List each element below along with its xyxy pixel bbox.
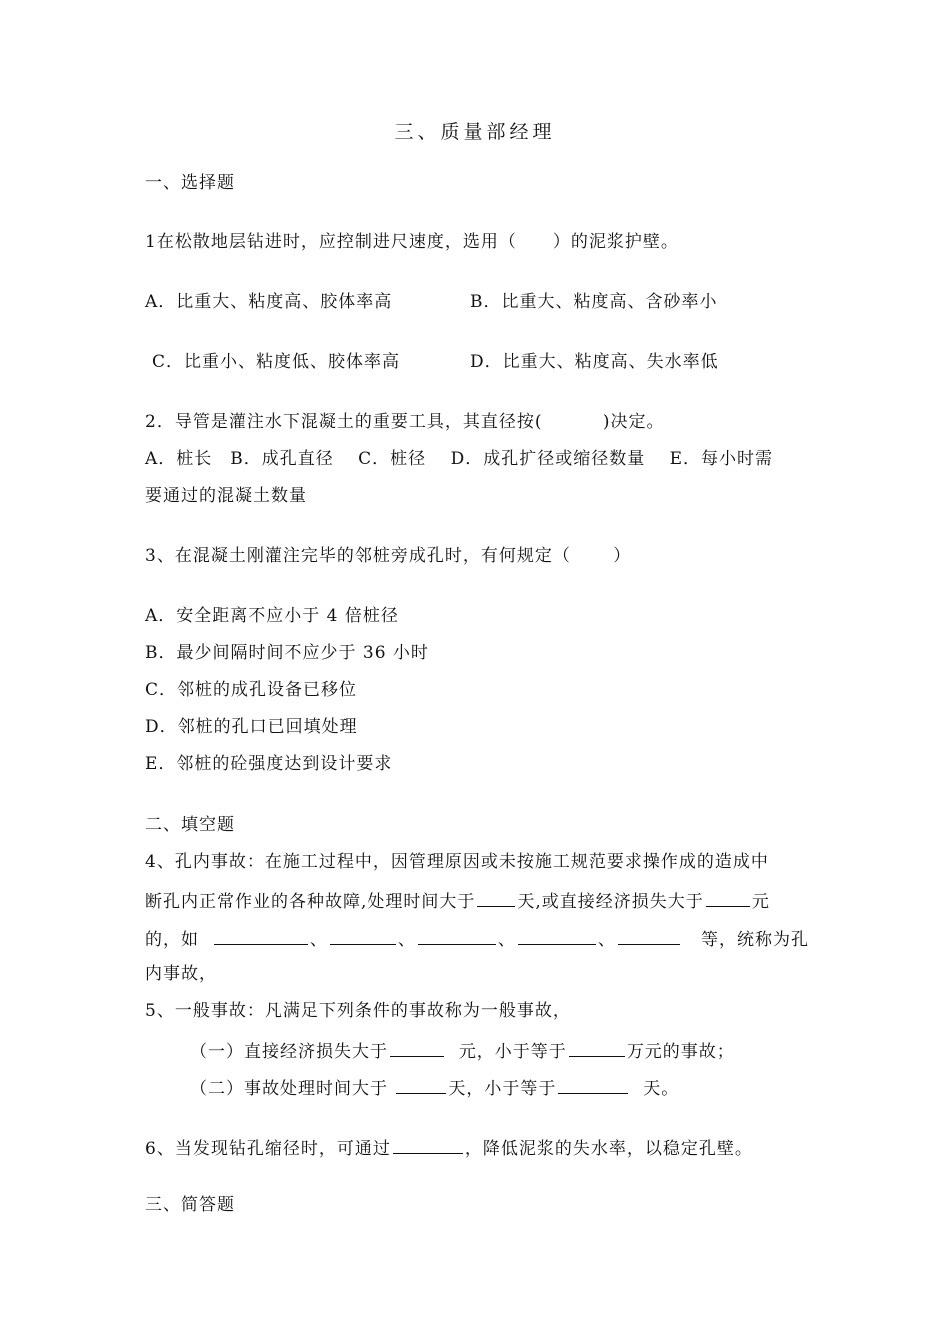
answer-blank[interactable] — [214, 926, 308, 945]
question-3-option-a: A．安全距离不应小于 4 倍桩径 — [145, 606, 399, 626]
answer-blank[interactable] — [569, 1038, 625, 1057]
question-5-text: 元，小于等于 — [458, 1042, 567, 1062]
answer-blank[interactable] — [618, 926, 680, 945]
question-3-option-e: E．邻桩的砼强度达到设计要求 — [145, 754, 393, 774]
question-4-text: 的，如 — [145, 930, 199, 950]
question-5-text: （二）事故处理时间大于 — [190, 1079, 388, 1099]
question-4-line-3 — [145, 926, 809, 951]
question-3-option-d: D．邻桩的孔口已回填处理 — [145, 717, 358, 737]
question-1-stem: 1在松散地层钻进时，应控制进尺速度，选用（ ）的泥浆护壁。 — [145, 232, 679, 252]
answer-blank[interactable] — [390, 1038, 444, 1057]
answer-blank[interactable] — [558, 1075, 628, 1094]
question-5-text: 万元的事故； — [626, 1042, 735, 1062]
separator: 、 — [397, 930, 416, 950]
question-5-line-2 — [190, 1038, 735, 1063]
question-6-text: ，降低泥浆的失水率，以稳定孔壁。 — [464, 1139, 753, 1159]
answer-blank[interactable] — [477, 888, 515, 907]
section-heading-fill-blank: 二、填空题 — [145, 815, 235, 835]
question-3-option-b: B．最少间隔时间不应少于 36 小时 — [145, 643, 429, 663]
question-4-text: 断孔内正常作业的各种故障,处理时间大于 — [145, 892, 476, 912]
question-1-option-c: C．比重小、粘度低、胶体率高 — [152, 352, 401, 372]
answer-blank[interactable] — [518, 926, 596, 945]
question-3-stem: 3、在混凝土刚灌注完毕的邻桩旁成孔时，有何规定（ ） — [145, 546, 632, 566]
question-1-option-a: A．比重大、粘度高、胶体率高 — [145, 292, 393, 312]
answer-blank[interactable] — [330, 926, 396, 945]
question-4-text: 元 — [751, 892, 770, 912]
answer-blank[interactable] — [393, 1135, 463, 1154]
question-5-line-3 — [190, 1075, 679, 1100]
question-4-line-1: 4、孔内事故：在施工过程中，因管理原因或未按施工规范要求操作成的造成中 — [145, 852, 769, 872]
answer-blank[interactable] — [706, 888, 750, 907]
question-5-line-1: 5、一般事故：凡满足下列条件的事故称为一般事故， — [145, 1001, 571, 1021]
question-4-text: 天,或直接经济损失大于 — [517, 892, 704, 912]
question-5-text: 天，小于等于 — [448, 1079, 557, 1099]
separator: 、 — [309, 930, 328, 950]
question-2-options-continued: 要通过的混凝土数量 — [145, 486, 307, 506]
page-title: 三、质量部经理 — [394, 121, 556, 143]
separator: 、 — [497, 930, 516, 950]
question-2-options: A．桩长 B．成孔直径 C．桩径 D．成孔扩径或缩径数量 E．每小时需 — [145, 449, 774, 469]
answer-blank[interactable] — [396, 1075, 446, 1094]
question-6-text: 6、当发现钻孔缩径时，可通过 — [145, 1139, 391, 1159]
question-1-option-b: B．比重大、粘度高、含砂率小 — [470, 292, 718, 312]
question-4-line-2 — [145, 888, 770, 913]
question-5-text: （一）直接经济损失大于 — [190, 1042, 388, 1062]
section-heading-short-answer: 三、简答题 — [145, 1195, 235, 1215]
section-heading-choice: 一、选择题 — [145, 173, 235, 193]
answer-blank[interactable] — [418, 926, 496, 945]
question-4-text: 等，统称为孔 — [701, 930, 810, 950]
separator: 、 — [597, 930, 616, 950]
question-1-option-d: D．比重大、粘度高、失水率低 — [470, 352, 719, 372]
question-5-text: 天。 — [643, 1079, 680, 1099]
question-4-line-4: 内事故， — [145, 964, 217, 984]
question-6 — [145, 1135, 753, 1160]
question-3-option-c: C．邻桩的成孔设备已移位 — [145, 680, 358, 700]
question-2-stem: 2．导管是灌注水下混凝土的重要工具，其直径按( )决定。 — [145, 412, 665, 432]
